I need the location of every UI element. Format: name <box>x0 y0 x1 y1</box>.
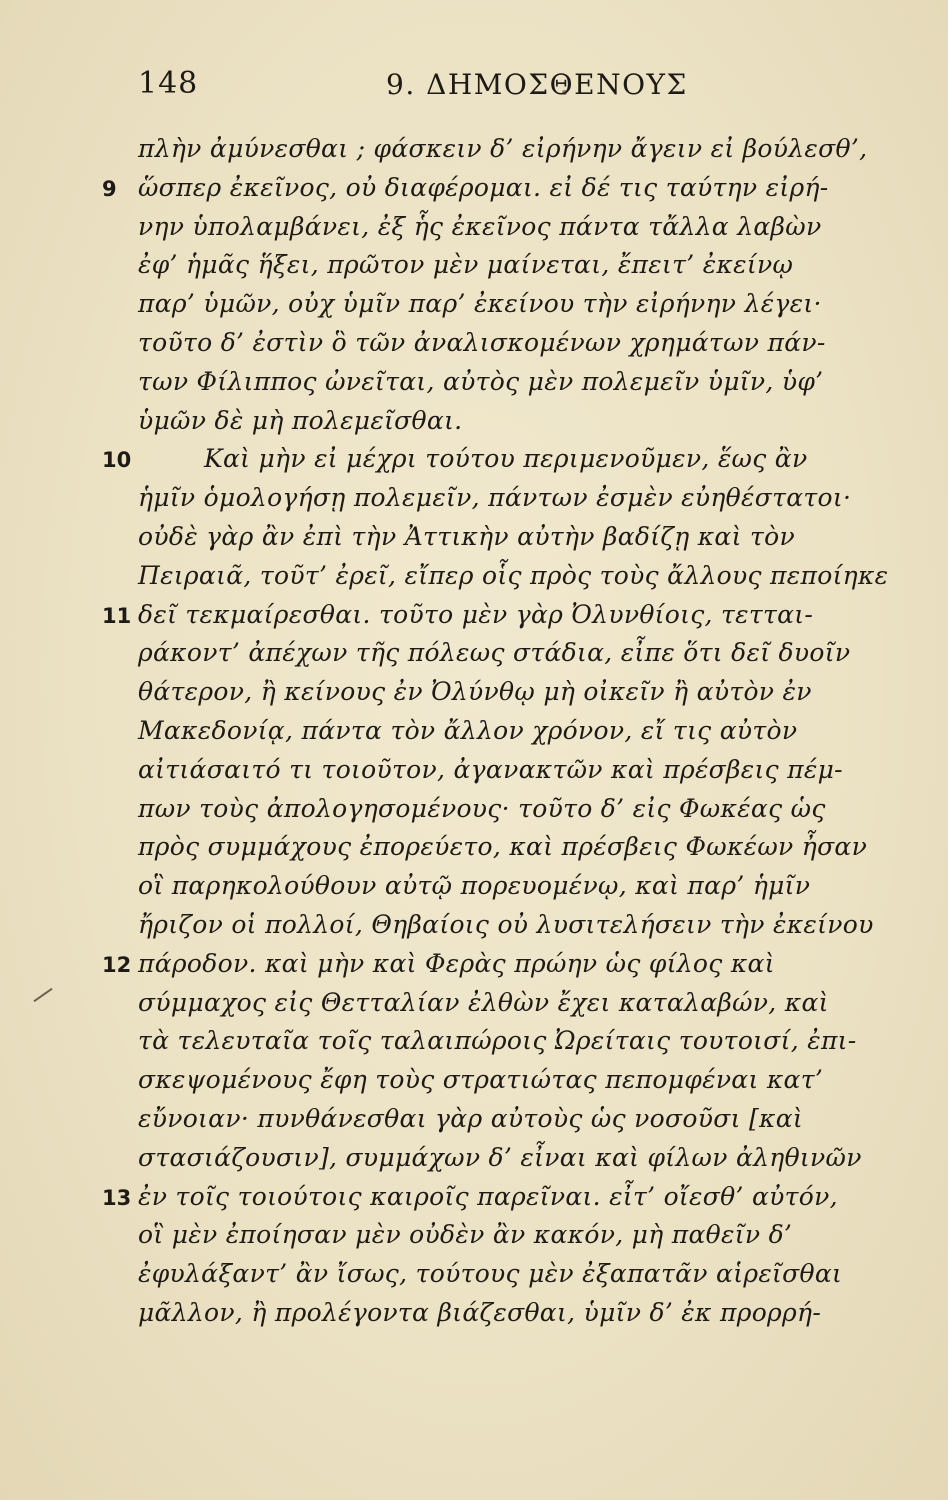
section-number: 10 <box>102 448 132 473</box>
body-text <box>0 130 948 1333</box>
page-number: 148 <box>138 66 199 101</box>
text-line <box>0 130 948 169</box>
line-text: των Φίλιππος ὠνεῖται, αὐτὸς μὲν πολεμεῖν ὑμῖν, ὑφ’ <box>138 366 824 396</box>
text-line <box>0 1216 948 1255</box>
line-text: τὰ τελευταῖα τοῖς ταλαιπώροις Ὠρείταις τουτοισί, ἐπι- <box>138 1026 857 1056</box>
line-text: ράκοντ’ ἀπέχων τῆς πόλεως στάδια, εἶπε ὅτι δεῖ δυοῖν <box>138 638 851 668</box>
text-line <box>0 790 948 829</box>
text-line <box>0 984 948 1023</box>
line-text: Μακεδονίᾳ, πάντα τὸν ἄλλον χρόνον, εἴ τις αὐτὸν <box>138 715 798 745</box>
text-line <box>0 518 948 557</box>
line-text: ἤριζον οἱ πολλοί, Θηβαίοις οὐ λυσιτελήσειν τὴν ἐκείνου <box>138 909 874 939</box>
line-text: ἐφυλάξαντ’ ἂν ἴσως, τούτους μὲν ἐξαπατᾶν αἱρεῖσθαι <box>138 1259 843 1289</box>
line-text: πλὴν ἀμύνεσθαι ; φάσκειν δ’ εἰρήνην ἄγειν εἰ βούλεσθ’, <box>138 134 868 163</box>
line-text: Καὶ μὴν εἰ μέχρι τούτου περιμενοῦμεν, ἕως ἂν <box>204 444 808 474</box>
line-text: στασιάζουσιν], συμμάχων δ’ εἶναι καὶ φίλων ἀληθινῶν <box>138 1142 862 1172</box>
line-text: ἡμῖν ὁμολογήσῃ πολεμεῖν, πάντων ἐσμὲν εὐηθέστατοι· <box>138 483 852 513</box>
line-text: θάτερον, ἢ κείνους ἐν Ὀλύνθῳ μὴ οἰκεῖν ἢ αὐτὸν ἐν <box>138 677 812 707</box>
section-number: 12 <box>102 952 132 977</box>
text-line <box>0 945 948 984</box>
line-text: ὥσπερ ἐκεῖνος, οὐ διαφέρομαι. εἰ δέ τις ταύτην εἰρή- <box>138 172 829 202</box>
text-line <box>0 479 948 518</box>
text-line <box>0 867 948 906</box>
text-line <box>0 324 948 363</box>
text-line <box>0 208 948 247</box>
running-title: 9. ΔΗΜΟΣΘΕΝΟΥΣ <box>386 68 688 101</box>
text-line <box>0 363 948 402</box>
text-line <box>0 1294 948 1333</box>
text-line <box>0 906 948 945</box>
text-line <box>0 1178 948 1217</box>
line-text: εὔνοιαν· πυνθάνεσθαι γὰρ αὐτοὺς ὡς νοσοῦσι [καὶ <box>138 1103 803 1133</box>
line-text: ὑμῶν δὲ μὴ πολεμεῖσθαι. <box>138 405 463 435</box>
section-number: 13 <box>102 1185 132 1210</box>
text-line <box>0 673 948 712</box>
text-line <box>0 246 948 285</box>
line-text: πάροδον. καὶ μὴν καὶ Φερὰς πρώην ὡς φίλος καὶ <box>138 948 775 978</box>
running-head <box>138 66 698 110</box>
line-text: οἳ παρηκολούθουν αὐτῷ πορευομένῳ, καὶ παρ’ ἡμῖν <box>138 871 811 901</box>
text-line <box>0 285 948 324</box>
text-line <box>0 751 948 790</box>
line-text: τοῦτο δ’ ἐστὶν ὃ τῶν ἀναλισκομένων χρημάτων πάν- <box>138 327 826 357</box>
line-text: νην ὑπολαμβάνει, ἐξ ἧς ἐκεῖνος πάντα τἄλλα λαβὼν <box>138 211 822 241</box>
line-text: πρὸς συμμάχους ἐπορεύετο, καὶ πρέσβεις Φωκέων ἦσαν <box>138 832 868 862</box>
text-line <box>0 1255 948 1294</box>
text-line <box>0 169 948 208</box>
section-number: 11 <box>102 603 132 628</box>
line-text: σύμμαχος εἰς Θετταλίαν ἐλθὼν ἔχει καταλαβών, καὶ <box>138 987 829 1017</box>
text-line <box>0 440 948 479</box>
text-line <box>0 634 948 673</box>
line-text: μᾶλλον, ἢ προλέγοντα βιάζεσθαι, ὑμῖν δ’ ἐκ προρρή- <box>138 1297 822 1327</box>
line-text: δεῖ τεκμαίρεσθαι. τοῦτο μὲν γὰρ Ὀλυνθίοις, τετται- <box>138 599 814 629</box>
line-text: ἐφ’ ἡμᾶς ἥξει, πρῶτον μὲν μαίνεται, ἔπειτ’ ἐκείνῳ <box>138 250 794 280</box>
text-line <box>0 828 948 867</box>
line-text: αἰτιάσαιτό τι τοιοῦτον, ἀγανακτῶν καὶ πρέσβεις πέμ- <box>138 754 843 784</box>
text-line <box>0 596 948 635</box>
text-line <box>0 1139 948 1178</box>
line-text: ἐν τοῖς τοιούτοις καιροῖς παρεῖναι. εἶτ’ οἴεσθ’ αὐτόν, <box>138 1181 838 1211</box>
line-text: σκεψομένους ἔφη τοὺς στρατιώτας πεπομφέναι κατ’ <box>138 1065 824 1095</box>
line-text: οὐδὲ γὰρ ἂν ἐπὶ τὴν Ἀττικὴν αὐτὴν βαδίζῃ καὶ τὸν <box>138 521 795 551</box>
section-number: 9 <box>102 176 117 201</box>
line-text: Πειραιᾶ, τοῦτ’ ἐρεῖ, εἴπερ οἷς πρὸς τοὺς ἄλλους πεποίηκε <box>138 560 889 590</box>
text-line <box>0 402 948 441</box>
text-line <box>0 1061 948 1100</box>
text-line <box>0 1022 948 1061</box>
line-text: οἳ μὲν ἐποίησαν μὲν οὐδὲν ἂν κακόν, μὴ παθεῖν δ’ <box>138 1220 793 1250</box>
text-line <box>0 557 948 596</box>
text-line <box>0 1100 948 1139</box>
text-line <box>0 712 948 751</box>
line-text: παρ’ ὑμῶν, οὐχ ὑμῖν παρ’ ἐκείνου τὴν εἰρήνην λέγει· <box>138 289 822 319</box>
line-text: πων τοὺς ἀπολογησομένους· τοῦτο δ’ εἰς Φωκέας ὡς <box>138 793 826 823</box>
